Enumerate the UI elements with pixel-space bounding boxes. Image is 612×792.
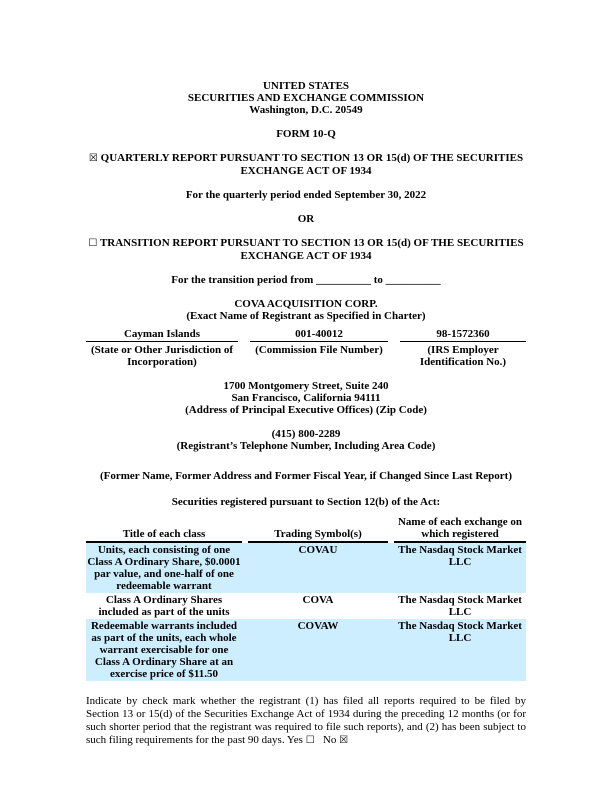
commission-file-column bbox=[250, 328, 388, 368]
securities-heading: Securities registered pursuant to Section 12(b) of the Act: bbox=[171, 496, 441, 508]
filing-requirements-question bbox=[86, 695, 526, 747]
warrants-exchange: The Nasdaq Stock Market LLC bbox=[398, 620, 522, 644]
phone-caption: (Registrant’s Telephone Number, Including Area Code) bbox=[176, 440, 436, 452]
jurisdiction-caption: (State or Other Jurisdiction of Incorporation) bbox=[91, 344, 233, 368]
commission-file-caption: (Commission File Number) bbox=[255, 344, 383, 356]
units-symbol: COVAU bbox=[298, 544, 338, 556]
irs-employer-column bbox=[400, 328, 526, 368]
jurisdiction-column bbox=[86, 328, 238, 368]
agency-country: UNITED STATES bbox=[262, 80, 350, 92]
units-exchange: The Nasdaq Stock Market LLC bbox=[398, 544, 522, 568]
former-name-caption: (Former Name, Former Address and Former Fiscal Year, if Changed Since Last Report) bbox=[99, 470, 513, 482]
securities-table bbox=[86, 516, 526, 681]
securities-table-header-row bbox=[86, 516, 526, 543]
transition-report-statement bbox=[86, 237, 526, 262]
table-row-warrants bbox=[86, 619, 526, 681]
registrant-id-row bbox=[86, 328, 526, 368]
header-title-of-class: Title of each class bbox=[86, 528, 242, 543]
address-caption: (Address of Principal Executive Offices) (Zip Code) bbox=[185, 404, 427, 416]
or-separator: OR bbox=[297, 213, 315, 225]
phone-block bbox=[86, 428, 526, 452]
quarterly-checked-checkbox-icon: ☒ bbox=[88, 153, 98, 164]
table-row-class-a-shares bbox=[86, 593, 526, 619]
units-title: Units, each consisting of one Class A Ordinary Share, $0.0001 par value, and one-half of one redeemable warrant bbox=[87, 544, 241, 592]
transition-report-label: TRANSITION REPORT PURSUANT TO SECTION 13 OR 15(d) OF THE SECURITIES EXCHANGE ACT OF 1934 bbox=[99, 237, 524, 262]
address-line2: San Francisco, California 94111 bbox=[231, 392, 381, 404]
registrant-name-caption: (Exact Name of Registrant as Specified in Charter) bbox=[186, 310, 426, 322]
class-a-exchange: The Nasdaq Stock Market LLC bbox=[398, 594, 522, 618]
warrants-title: Redeemable warrants included as part of the units, each whole warrant exercisable for one Class A Ordinary Share at an exercise price of $11.50 bbox=[90, 620, 238, 680]
commission-file-value: 001-40012 bbox=[250, 328, 388, 342]
yes-choice bbox=[287, 734, 317, 746]
irs-employer-value: 98-1572360 bbox=[400, 328, 526, 342]
yes-label: Yes bbox=[286, 734, 303, 746]
irs-employer-caption: (IRS Employer Identification No.) bbox=[419, 344, 507, 368]
registrant-name: COVA ACQUISITION CORP. bbox=[234, 298, 378, 310]
jurisdiction-value: Cayman Islands bbox=[86, 328, 238, 342]
address-line1: 1700 Montgomery Street, Suite 240 bbox=[223, 380, 389, 392]
transition-period-line: For the transition period from __________ to __________ bbox=[171, 274, 441, 286]
registrant-block bbox=[86, 298, 526, 322]
filing-question-text: Indicate by check mark whether the registrant (1) has filed all reports required to be filed by Section 13 or 15(d) of the Securities Exchange Act of 1934 during the preceding 12 months (or for such shorter period that the registrant was required to file such reports), and (2) has been subject to such filing requirements for the past 90 days. bbox=[86, 695, 526, 746]
header-trading-symbol: Trading Symbol(s) bbox=[248, 528, 388, 543]
header-exchange-name: Name of each exchange on which registered bbox=[394, 516, 526, 543]
agency-address: Washington, D.C. 20549 bbox=[249, 104, 363, 116]
form-title: FORM 10-Q bbox=[276, 128, 336, 140]
transition-unchecked-checkbox-icon: ☐ bbox=[88, 238, 98, 249]
quarterly-period-line: For the quarterly period ended September 30, 2022 bbox=[185, 189, 427, 201]
no-checked-checkbox-icon: ☒ bbox=[339, 735, 349, 746]
no-choice bbox=[323, 734, 348, 746]
yes-unchecked-checkbox-icon: ☐ bbox=[305, 735, 315, 746]
class-a-title: Class A Ordinary Shares included as part of the units bbox=[98, 594, 230, 618]
quarterly-report-label: QUARTERLY REPORT PURSUANT TO SECTION 13 OR 15(d) OF THE SECURITIES EXCHANGE ACT OF 1934 bbox=[100, 152, 524, 177]
warrants-symbol: COVAW bbox=[297, 620, 339, 632]
quarterly-report-statement bbox=[86, 152, 526, 177]
agency-header bbox=[86, 80, 526, 116]
address-block bbox=[86, 380, 526, 416]
phone-number: (415) 800-2289 bbox=[271, 428, 341, 440]
class-a-symbol: COVA bbox=[302, 594, 334, 606]
no-label: No bbox=[322, 734, 337, 746]
agency-commission: SECURITIES AND EXCHANGE COMMISSION bbox=[187, 92, 425, 104]
table-row-units bbox=[86, 543, 526, 593]
